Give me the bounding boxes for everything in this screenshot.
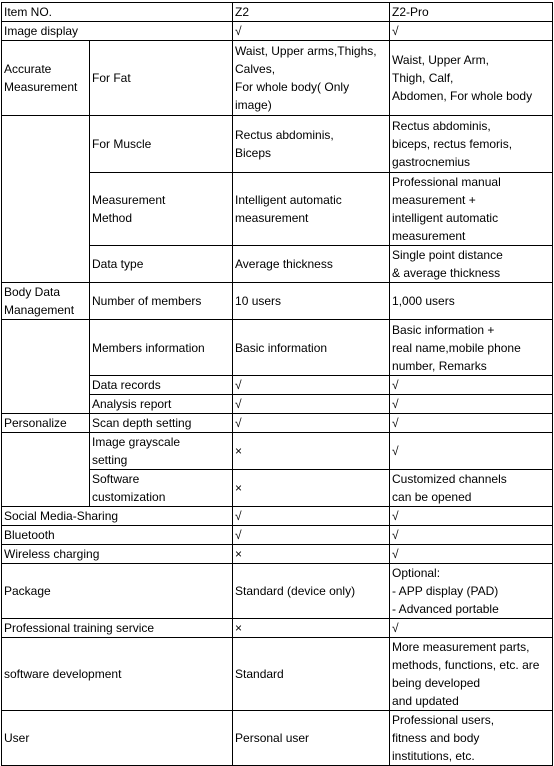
- table-header-row: [2, 3, 553, 22]
- for-muscle-z2: Rectus abdominis, Biceps: [233, 116, 390, 173]
- row-label-image-grayscale-setting: Image grayscale setting: [90, 433, 233, 470]
- row-group-blank: [2, 116, 90, 283]
- row-group-personalize: Personalize: [2, 414, 90, 433]
- professional-training-service-z2: ×: [233, 619, 390, 638]
- table-row: [2, 564, 553, 619]
- table-row: [2, 414, 553, 433]
- package-z2-pro: Optional: - APP display (PAD) - Advanced portable: [390, 564, 553, 619]
- data-type-z2-pro: Single point distance & average thickness: [390, 246, 553, 283]
- header-item-no: Item NO.: [2, 3, 233, 22]
- row-label-analysis-report: Analysis report: [90, 395, 233, 414]
- row-group-blank: [2, 433, 90, 507]
- row-label-user: User: [2, 711, 233, 766]
- image-display-z2-pro: √: [390, 22, 553, 41]
- members-information-z2-pro: Basic information + real name,mobile phone number, Remarks: [390, 320, 553, 376]
- header-z2: Z2: [233, 3, 390, 22]
- number-of-members-z2-pro: 1,000 users: [390, 283, 553, 320]
- scan-depth-setting-z2-pro: √: [390, 414, 553, 433]
- table-row: [2, 711, 553, 766]
- row-label-professional-training-service: Professional training service: [2, 619, 233, 638]
- number-of-members-z2: 10 users: [233, 283, 390, 320]
- image-display-z2: √: [233, 22, 390, 41]
- row-label-software-customization: Software customization: [90, 470, 233, 507]
- software-customization-z2-pro: Customized channels can be opened: [390, 470, 553, 507]
- row-label-wireless-charging: Wireless charging: [2, 545, 233, 564]
- header-z2-pro: Z2-Pro: [390, 3, 553, 22]
- row-label-data-records: Data records: [90, 376, 233, 395]
- software-customization-z2: ×: [233, 470, 390, 507]
- row-label-software-development: software development: [2, 638, 233, 711]
- analysis-report-z2: √: [233, 395, 390, 414]
- row-label-social-media-sharing: Social Media-Sharing: [2, 507, 233, 526]
- row-label-package: Package: [2, 564, 233, 619]
- row-group-accurate-measurement: Accurate Measurement: [2, 41, 90, 116]
- image-grayscale-setting-z2-pro: √: [390, 433, 553, 470]
- user-z2-pro: Professional users, fitness and body institutions, etc.: [390, 711, 553, 766]
- data-records-z2: √: [233, 376, 390, 395]
- row-label-image-display: Image display: [2, 22, 233, 41]
- software-development-z2-pro: More measurement parts, methods, functions, etc. are being developed and updated: [390, 638, 553, 711]
- row-group-body-data-management: Body Data Management: [2, 283, 90, 320]
- row-label-scan-depth-setting: Scan depth setting: [90, 414, 233, 433]
- for-muscle-z2-pro: Rectus abdominis, biceps, rectus femoris, gastrocnemius: [390, 116, 553, 173]
- measurement-method-z2: Intelligent automatic measurement: [233, 173, 390, 246]
- analysis-report-z2-pro: √: [390, 395, 553, 414]
- social-media-sharing-z2-pro: √: [390, 507, 553, 526]
- table-row: [2, 116, 553, 173]
- table-row: [2, 41, 553, 116]
- table-row: [2, 619, 553, 638]
- row-label-measurement-method: Measurement Method: [90, 173, 233, 246]
- user-z2: Personal user: [233, 711, 390, 766]
- table-row: [2, 22, 553, 41]
- table-row: [2, 283, 553, 320]
- row-label-bluetooth: Bluetooth: [2, 526, 233, 545]
- table-row: [2, 638, 553, 711]
- image-grayscale-setting-z2: ×: [233, 433, 390, 470]
- for-fat-z2-pro: Waist, Upper Arm, Thigh, Calf, Abdomen, For whole body: [390, 41, 553, 116]
- software-development-z2: Standard: [233, 638, 390, 711]
- for-fat-z2: Waist, Upper arms,Thighs, Calves, For whole body( Only image): [233, 41, 390, 116]
- table-row: [2, 507, 553, 526]
- table-row: [2, 526, 553, 545]
- wireless-charging-z2: ×: [233, 545, 390, 564]
- data-records-z2-pro: √: [390, 376, 553, 395]
- data-type-z2: Average thickness: [233, 246, 390, 283]
- row-label-data-type: Data type: [90, 246, 233, 283]
- social-media-sharing-z2: √: [233, 507, 390, 526]
- comparison-table: [1, 2, 553, 766]
- measurement-method-z2-pro: Professional manual measurement + intelligent automatic measurement: [390, 173, 553, 246]
- row-group-blank: [2, 320, 90, 414]
- table-row: [2, 433, 553, 470]
- row-label-members-information: Members information: [90, 320, 233, 376]
- row-label-for-muscle: For Muscle: [90, 116, 233, 173]
- scan-depth-setting-z2: √: [233, 414, 390, 433]
- package-z2: Standard (device only): [233, 564, 390, 619]
- row-label-number-of-members: Number of members: [90, 283, 233, 320]
- professional-training-service-z2-pro: √: [390, 619, 553, 638]
- bluetooth-z2: √: [233, 526, 390, 545]
- members-information-z2: Basic information: [233, 320, 390, 376]
- table-row: [2, 545, 553, 564]
- row-label-for-fat: For Fat: [90, 41, 233, 116]
- table-row: [2, 320, 553, 376]
- bluetooth-z2-pro: √: [390, 526, 553, 545]
- wireless-charging-z2-pro: √: [390, 545, 553, 564]
